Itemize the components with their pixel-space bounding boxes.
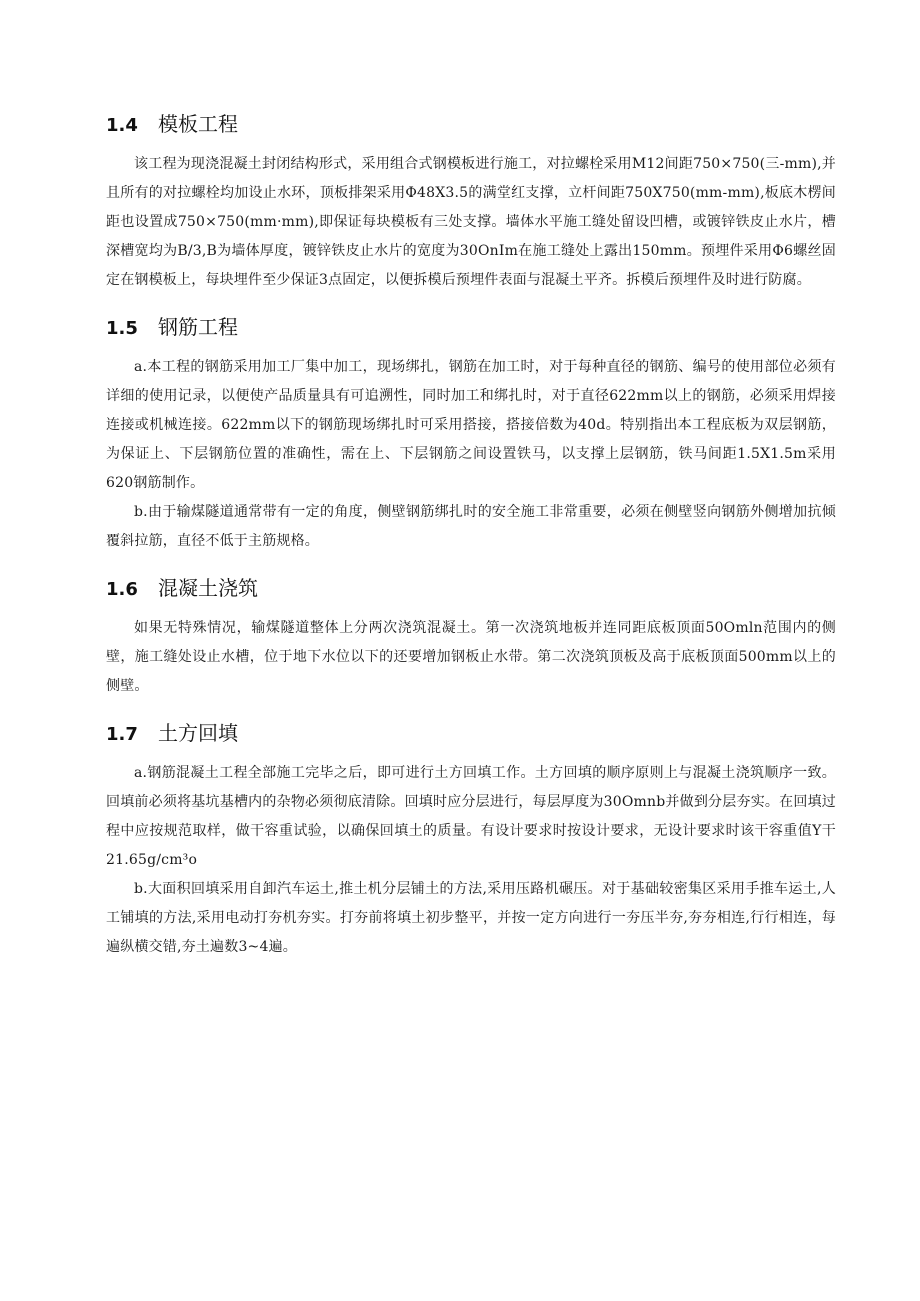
section-title: 模板工程 xyxy=(158,112,238,136)
section-1-7 xyxy=(106,709,836,962)
section-number: 1.5 xyxy=(106,318,138,339)
section-number: 1.4 xyxy=(106,115,138,136)
paragraph: b.大面积回填采用自卸汽车运土,推土机分层铺土的方法,采用压路机碾压。对于基础较密集区采用手推车运土,人工铺填的方法,采用电动打夯机夯实。打夯前将填土初步整平，并按一定方向进行一夯压半夯,夯夯相连,行行相连，每遍纵横交错,夯土遍数3~4遍。 xyxy=(106,881,836,955)
section-heading xyxy=(106,303,836,353)
section-heading xyxy=(106,100,836,150)
section-1-5 xyxy=(106,303,836,556)
section-title: 混凝土浇筑 xyxy=(158,576,258,600)
section-title: 钢筋工程 xyxy=(158,315,238,339)
paragraph: 该工程为现浇混凝土封闭结构形式，采用组合式钢模板进行施工，对拉螺栓采用M12间距750×750(三-mm),并且所有的对拉螺栓均加设止水环，顶板排架采用Φ48X3.5的满堂红支撑，立杆间距750X750(mm-mm),板底木楞间距也设置成750×750(mm·mm),即保证每块模板有三处支撑。墙体水平施工缝处留设凹槽，或镀锌铁皮止水片，槽深槽宽均为B/3,B为墙体厚度，镀锌铁皮止水片的宽度为30OnIm在施工缝处上露出150mm。预埋件采用Φ6螺丝固定在钢模板上，每块埋件至少保证3点固定，以便拆模后预埋件表面与混凝土平齐。拆模后预埋件及时进行防腐。 xyxy=(106,156,836,288)
section-1-4 xyxy=(106,100,836,295)
section-1-6 xyxy=(106,564,836,701)
section-heading xyxy=(106,709,836,759)
paragraph: a.本工程的钢筋采用加工厂集中加工，现场绑扎，钢筋在加工时，对于每种直径的钢筋、编号的使用部位必须有详细的使用记录，以便使产品质量具有可追溯性，同时加工和绑扎时，对于直径622mm以上的钢筋，必须采用焊接连接或机械连接。622mm以下的钢筋现场绑扎时可采用搭接，搭接倍数为40d。特别指出本工程底板为双层钢筋，为保证上、下层钢筋位置的准确性，需在上、下层钢筋之间设置铁马，以支撑上层钢筋，铁马间距1.5X1.5m采用620钢筋制作。 xyxy=(106,359,836,491)
section-heading xyxy=(106,564,836,614)
section-number: 1.6 xyxy=(106,579,138,600)
paragraph: 如果无特殊情况，输煤隧道整体上分两次浇筑混凝土。第一次浇筑地板并连同距底板顶面50Omln范围内的侧壁，施工缝处设止水槽，位于地下水位以下的还要增加钢板止水带。第二次浇筑顶板及高于底板顶面500mm以上的侧壁。 xyxy=(106,620,836,694)
document-page xyxy=(106,100,836,970)
paragraph: a.钢筋混凝土工程全部施工完毕之后，即可进行土方回填工作。土方回填的顺序原则上与混凝土浇筑顺序一致。回填前必须将基坑基槽内的杂物必须彻底清除。回填时应分层进行，每层厚度为30Omnb并做到分层夯实。在回填过程中应按规范取样，做干容重试验，以确保回填土的质量。有设计要求时按设计要求，无设计要求时该干容重值Y干21.65g∕cm³o xyxy=(106,765,836,868)
section-title: 土方回填 xyxy=(158,721,238,745)
section-number: 1.7 xyxy=(106,724,138,745)
paragraph: b.由于输煤隧道通常带有一定的角度，侧壁钢筋绑扎时的安全施工非常重要，必须在侧壁竖向钢筋外侧增加抗倾覆斜拉筋，直径不低于主筋规格。 xyxy=(106,504,836,549)
